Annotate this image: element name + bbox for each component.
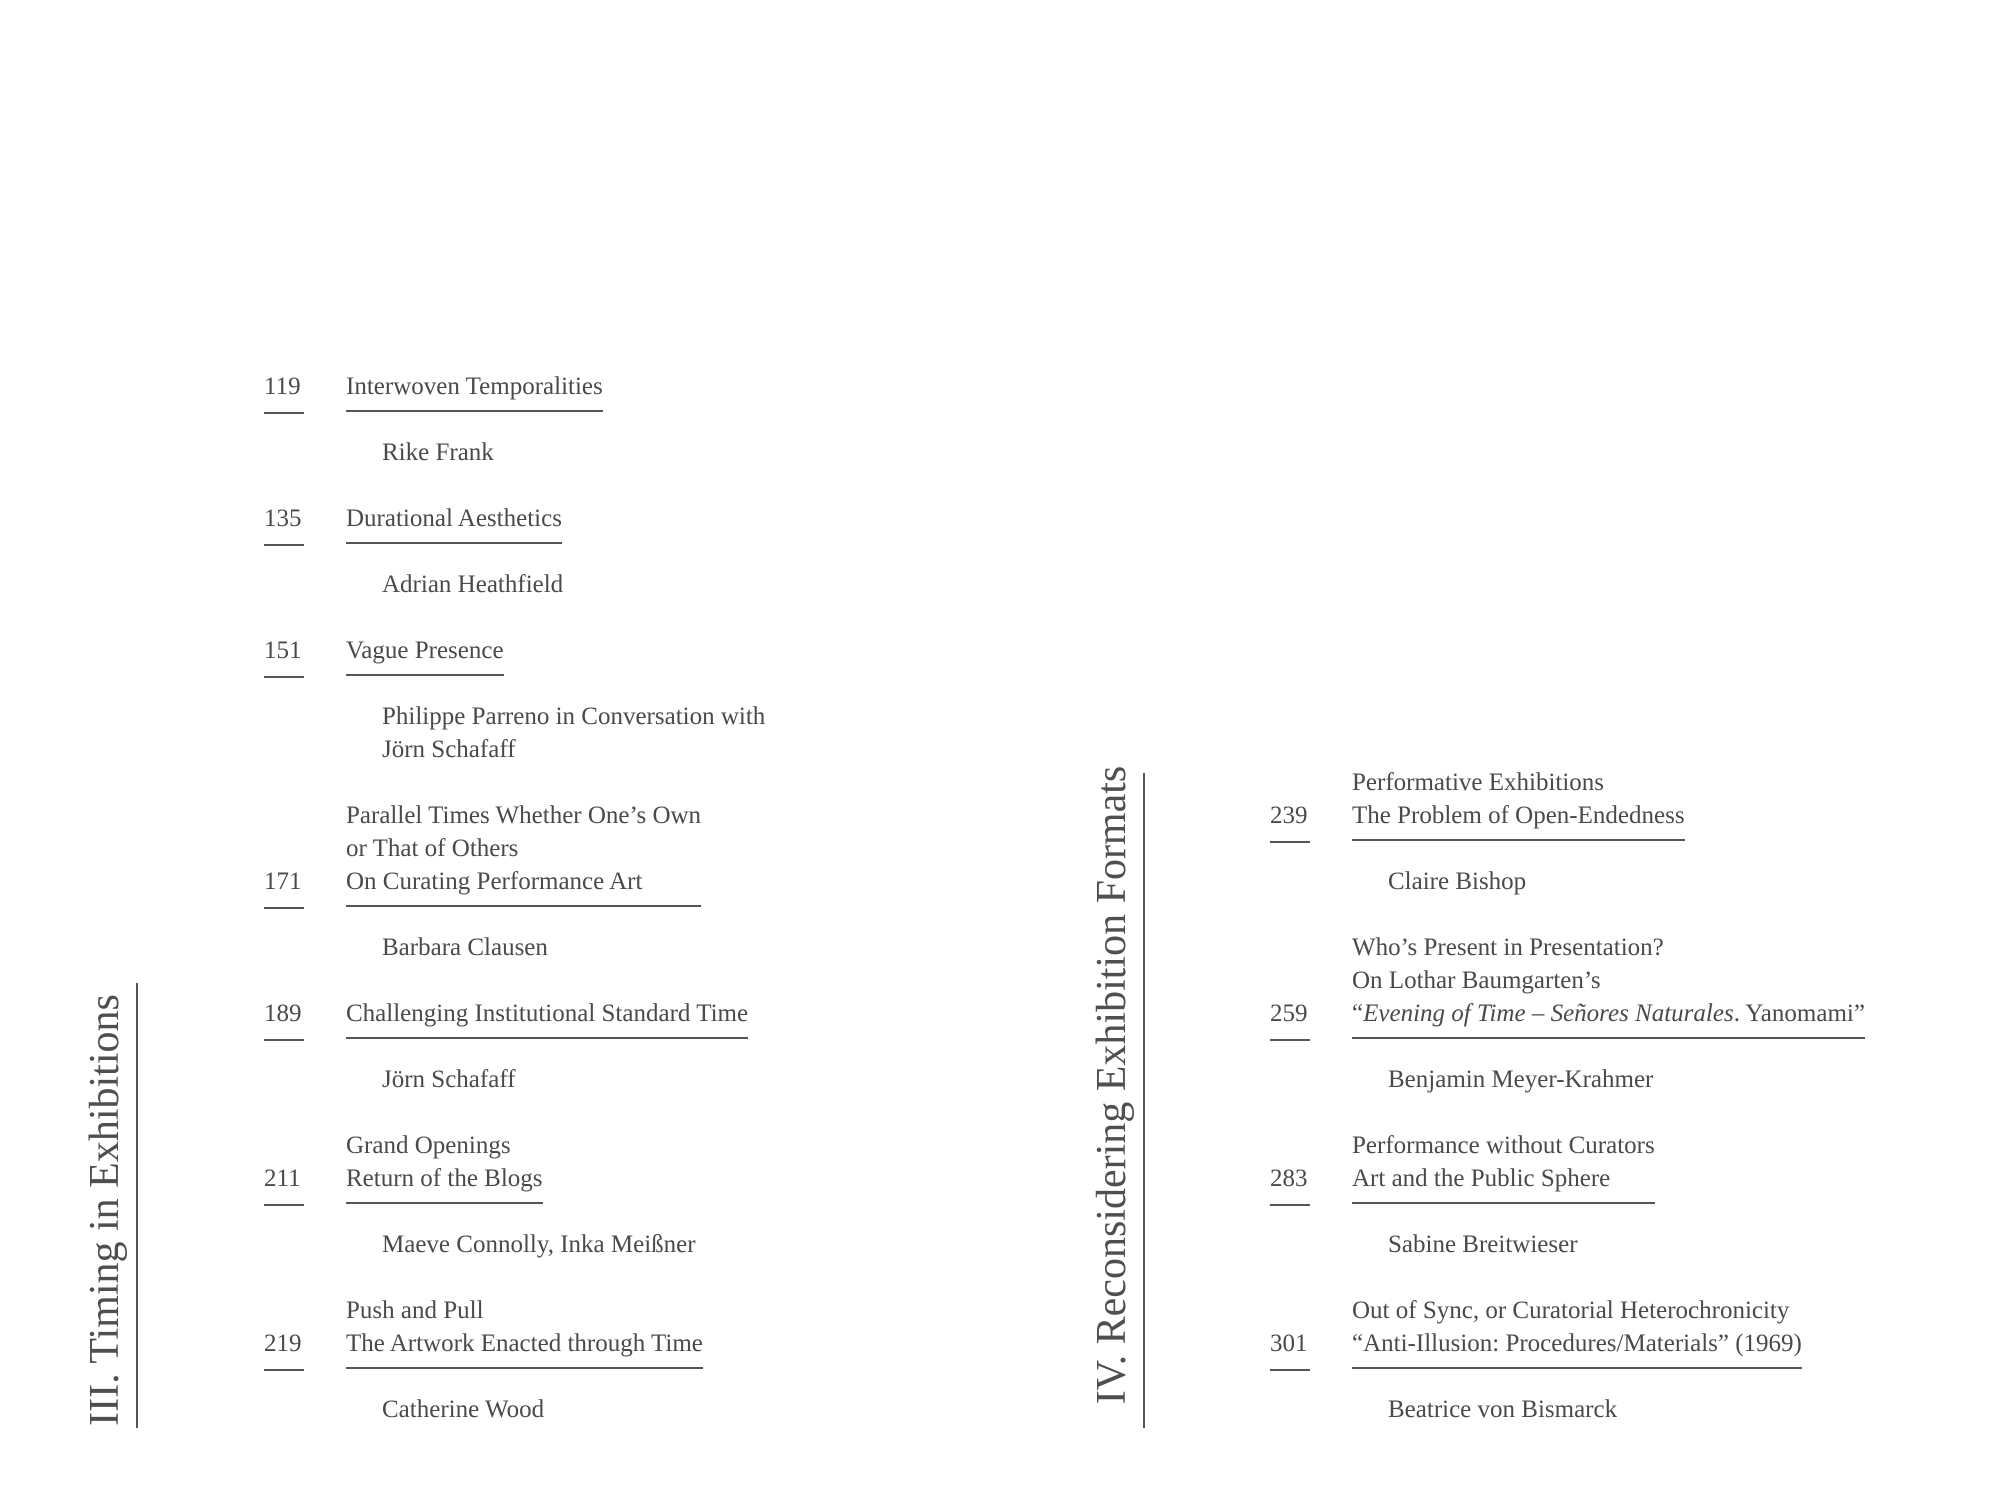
page-number: 283 — [1270, 1162, 1310, 1195]
entry-title: Durational Aesthetics — [346, 502, 562, 544]
entry-author: Claire Bishop — [1388, 868, 1527, 895]
section-rule-iii — [136, 983, 138, 1428]
entry-author: Adrian Heathfield — [382, 571, 564, 598]
page-number: 239 — [1270, 799, 1310, 832]
entry-author: Philippe Parreno in Conversation with Jörn Schafaff — [382, 703, 766, 763]
page-number: 171 — [264, 865, 304, 898]
page-number: 219 — [264, 1327, 304, 1360]
entry-author: Jörn Schafaff — [382, 1066, 516, 1093]
entry-author: Beatrice von Bismarck — [1388, 1396, 1618, 1423]
entry-author: Barbara Clausen — [382, 934, 548, 961]
page-number: 301 — [1270, 1327, 1310, 1360]
section-title-iii: III. Timing in Exhibitions — [82, 994, 128, 1426]
page-number: 151 — [264, 634, 304, 667]
page-number: 119 — [264, 370, 304, 403]
entry-title: Out of Sync, or Curatorial Heterochronicity “Anti-Illusion: Procedures/Materials” (1969) — [1352, 1294, 1802, 1369]
page-number: 211 — [264, 1162, 304, 1195]
entry-author: Catherine Wood — [382, 1396, 545, 1423]
entry-title: Vague Presence — [346, 634, 504, 676]
entry-title: Performance without Curators Art and the Public Sphere — [1352, 1129, 1655, 1204]
entry-title: Who’s Present in Presentation? On Lothar Baumgarten’s “Evening of Time – Señores Naturales. Yanomami” — [1352, 931, 1865, 1039]
entry-author: Sabine Breitwieser — [1388, 1231, 1578, 1258]
section-rule-iv — [1143, 773, 1145, 1428]
entry-title: Interwoven Temporalities — [346, 370, 603, 412]
entry-title: Grand Openings Return of the Blogs — [346, 1129, 543, 1204]
entry-title: Challenging Institutional Standard Time — [346, 997, 748, 1039]
entry-title: Parallel Times Whether One’s Own or That of Others On Curating Performance Art — [346, 799, 701, 907]
page-number: 189 — [264, 997, 304, 1030]
section-title-iv: IV. Reconsidering Exhibition Formats — [1089, 765, 1135, 1405]
page-number: 259 — [1270, 997, 1310, 1030]
page-number: 135 — [264, 502, 304, 535]
entry-author: Maeve Connolly, Inka Meißner — [382, 1231, 696, 1258]
entry-author: Rike Frank — [382, 439, 494, 466]
entry-author: Benjamin Meyer-Krahmer — [1388, 1066, 1654, 1093]
entry-title: Performative Exhibitions The Problem of Open-Endedness — [1352, 766, 1685, 841]
entry-title: Push and Pull The Artwork Enacted through Time — [346, 1294, 703, 1369]
